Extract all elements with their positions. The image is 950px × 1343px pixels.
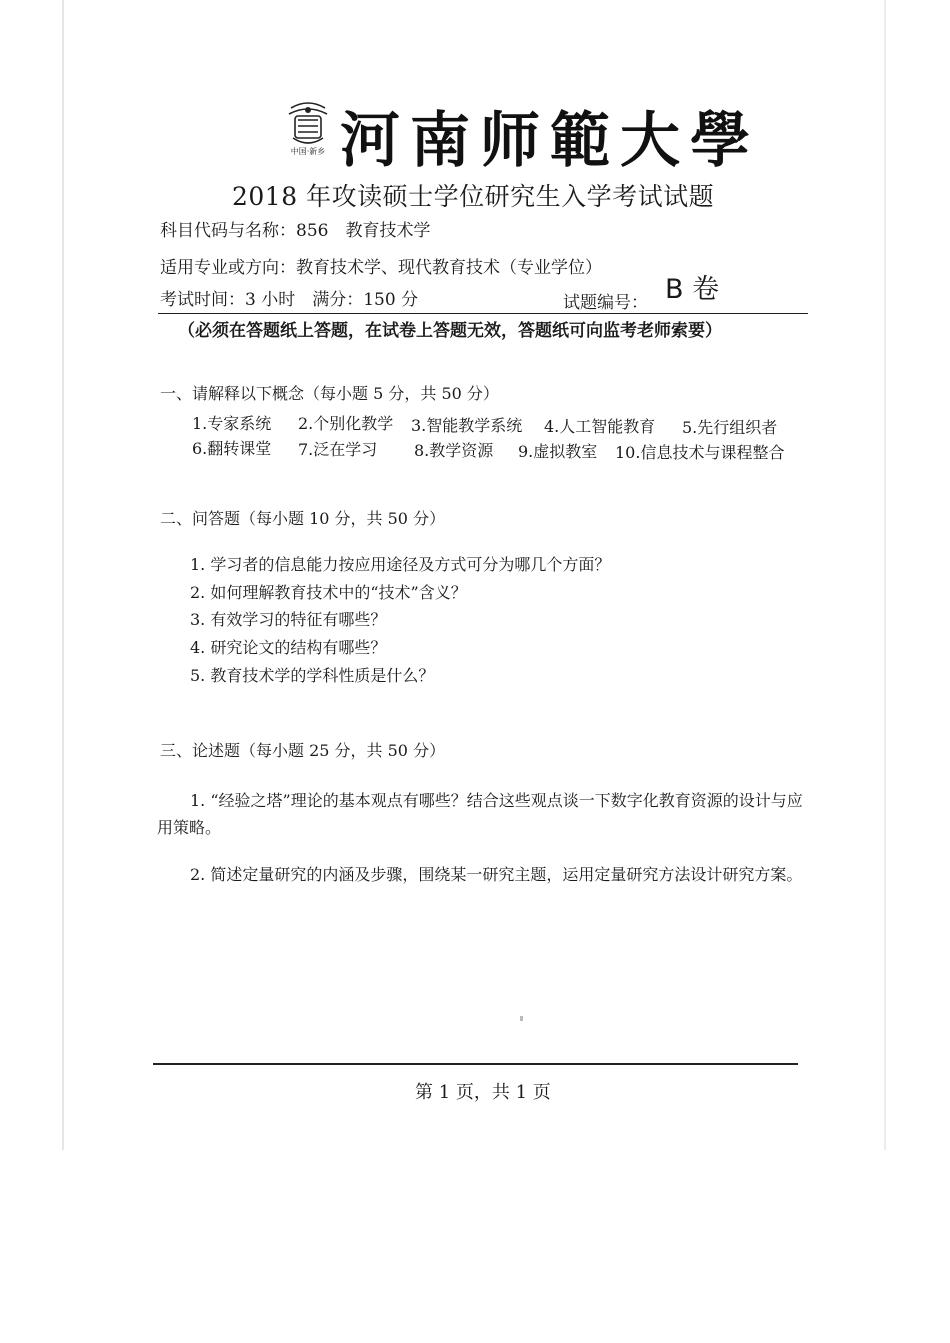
- question-item: 4. 研究论文的结构有哪些？: [190, 638, 387, 657]
- university-name: 河南师範大學: [340, 106, 760, 176]
- concept-item: 1.专家系统: [192, 414, 272, 433]
- concept-item: 7.泛在学习: [298, 440, 378, 459]
- scan-edge-left: [62, 0, 64, 1150]
- section1-title: 一、请解释以下概念（每小题 5 分，共 50 分）: [160, 384, 499, 403]
- section2-title: 二、问答题（每小题 10 分，共 50 分）: [160, 509, 446, 528]
- paper-variant-label: B 卷: [665, 274, 720, 305]
- concept-item: 10.信息技术与课程整合: [615, 443, 785, 462]
- concept-item: 2.个别化教学: [298, 414, 394, 433]
- exam-title: 2018 年攻读硕士学位研究生入学考试试题: [232, 182, 715, 211]
- concept-item: 6.翻转课堂: [192, 439, 272, 458]
- concept-item: 8.教学资源: [414, 441, 494, 460]
- concept-item: 3.智能教学系统: [411, 416, 523, 435]
- scan-edge-right: [884, 0, 886, 1150]
- page-number: 第 1 页，共 1 页: [415, 1082, 551, 1103]
- paper-number-label: 试题编号：: [563, 293, 648, 313]
- footer-divider: [153, 1063, 798, 1065]
- section3-title: 三、论述题（每小题 25 分，共 50 分）: [160, 741, 446, 760]
- svg-text:中国·新乡: 中国·新乡: [290, 147, 326, 156]
- question-item: 2. 如何理解教育技术中的“技术”含义？: [190, 583, 467, 602]
- major-line: 适用专业或方向：教育技术学、现代教育技术（专业学位）: [160, 258, 602, 278]
- question-item: 1. 学习者的信息能力按应用途径及方式可分为哪几个方面？: [190, 555, 611, 574]
- scan-speck: [520, 1016, 523, 1021]
- answer-notice: （必须在答题纸上答题，在试卷上答题无效，答题纸可向监考老师索要）: [178, 321, 722, 341]
- concept-item: 4.人工智能教育: [544, 417, 656, 436]
- concept-item: 9.虚拟教室: [518, 442, 598, 461]
- concept-item: 5.先行组织者: [682, 418, 778, 437]
- question-item: 5. 教育技术学的学科性质是什么？: [190, 666, 435, 685]
- essay-question: 1. “经验之塔”理论的基本观点有哪些？结合这些观点谈一下数字化教育资源的设计与应用策略。: [157, 791, 803, 837]
- essay-question: 2. 简述定量研究的内涵及步骤，围绕某一研究主题，运用定量研究方法设计研究方案。: [190, 865, 803, 884]
- header-divider: [158, 313, 808, 314]
- university-logo: [283, 100, 333, 156]
- question-item: 3. 有效学习的特征有哪些？: [190, 610, 387, 629]
- subject-line: 科目代码与名称：856 教育技术学: [160, 221, 431, 241]
- time-score-line: 考试时间：3 小时 满分：150 分: [160, 290, 419, 310]
